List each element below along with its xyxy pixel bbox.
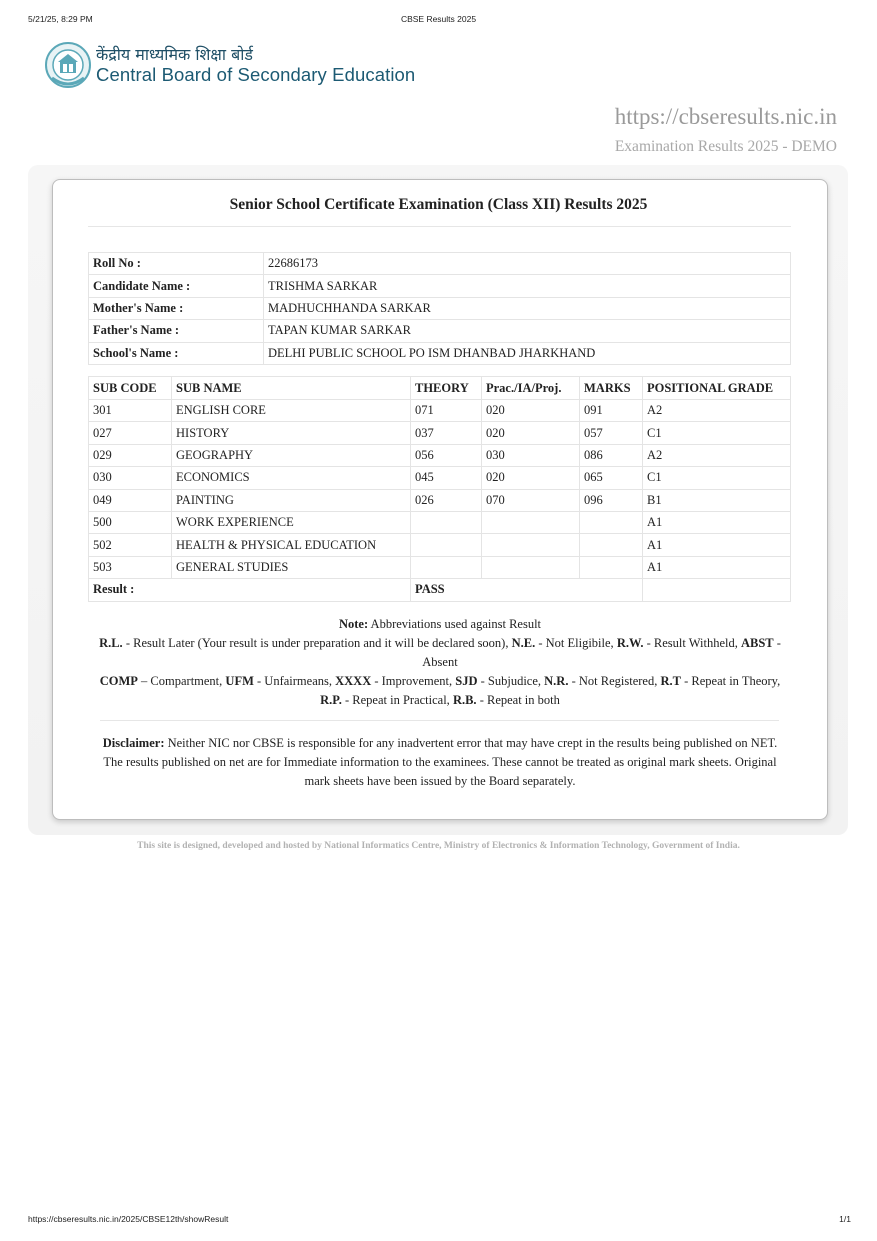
cell-practical: 020 [482,467,580,489]
cbse-emblem-icon [44,40,92,92]
note-heading-line [98,615,782,634]
result-label: Result : [89,579,411,601]
cell-practical [482,534,580,556]
cell-theory: 056 [411,444,482,466]
cell-marks: 086 [580,444,643,466]
cell-positional-grade: C1 [643,422,791,444]
abbreviation-meaning: - Result Withheld, [643,636,741,650]
abbreviation: N.R. [544,674,569,688]
abbreviation: COMP [99,674,138,688]
cell-theory [411,511,482,533]
cell-practical [482,556,580,578]
abbreviation-meaning: - Not Registered, [568,674,661,688]
abbreviation-meaning: - Improvement, [371,674,456,688]
candidate-field-label: Roll No : [89,253,264,275]
note-divider [100,720,779,721]
abbreviation-meaning: - Absent [422,636,781,669]
subject-row [89,534,791,556]
print-header [0,14,877,28]
site-subtitle: Examination Results 2025 - DEMO [614,138,837,155]
candidate-field-value: TAPAN KUMAR SARKAR [264,320,791,342]
cell-practical [482,511,580,533]
cell-theory [411,556,482,578]
candidate-field-label: School's Name : [89,342,264,364]
subject-row [89,400,791,422]
cell-sub-name: GENERAL STUDIES [172,556,411,578]
abbreviation: UFM [225,674,254,688]
cell-marks: 065 [580,467,643,489]
abbreviation: SJD [455,674,478,688]
note-abbreviations-1 [98,634,782,672]
cell-sub-code: 049 [89,489,172,511]
print-datetime: 5/21/25, 8:29 PM [28,14,93,24]
candidate-field-label: Mother's Name : [89,297,264,319]
abbreviation-meaning: - Subjudice, [477,674,545,688]
abbreviation: R.P. [320,693,342,707]
abbreviation-meaning: – Compartment, [137,674,226,688]
header-positional-grade: POSITIONAL GRADE [643,377,791,400]
cell-sub-code: 301 [89,400,172,422]
cell-practical: 020 [482,422,580,444]
abbreviation: R.B. [452,693,477,707]
logo-hindi-text: केंद्रीय माध्यमिक शिक्षा बोर्ड [96,45,253,65]
cell-marks [580,534,643,556]
disclaimer-text: Neither NIC nor CBSE is responsible for any inadvertent error that may have crept in the results being published on NET. The results published on net are for Immediate information to the examinees. These cannot be treated as original mark sheets. Original mark sheets have been issued by the Board separately. [103,736,778,788]
abbreviations-note [98,615,782,710]
cell-marks: 096 [580,489,643,511]
abbreviation-meaning: - Repeat in Practical, [341,693,453,707]
candidate-field-value: 22686173 [264,253,791,275]
cell-sub-name: ECONOMICS [172,467,411,489]
cell-practical: 030 [482,444,580,466]
subject-row [89,511,791,533]
abbreviation-meaning: - Result Later (Your result is under preparation and it will be declared soon), [122,636,512,650]
cell-sub-name: WORK EXPERIENCE [172,511,411,533]
marks-table [88,376,791,602]
abbreviation-meaning: - Not Eligibile, [535,636,617,650]
abbreviation-meaning: - Unfairmeans, [253,674,336,688]
cell-theory: 026 [411,489,482,511]
subject-row [89,422,791,444]
cell-positional-grade: A1 [643,534,791,556]
abbreviation: R.T [660,674,681,688]
subject-row [89,556,791,578]
note-abbreviations-2 [98,672,782,710]
abbreviation: N.E. [511,636,536,650]
cell-sub-code: 500 [89,511,172,533]
print-page-url: https://cbseresults.nic.in/2025/CBSE12th/showResult [28,1214,229,1224]
cell-positional-grade: A1 [643,556,791,578]
marks-header-row [89,377,791,400]
cell-sub-code: 029 [89,444,172,466]
subject-row [89,444,791,466]
abbreviation: R.W. [616,636,644,650]
cell-sub-code: 502 [89,534,172,556]
cell-positional-grade: B1 [643,489,791,511]
subject-row [89,467,791,489]
cell-theory: 045 [411,467,482,489]
cell-sub-name: GEOGRAPHY [172,444,411,466]
cell-positional-grade: C1 [643,467,791,489]
candidate-field-value: TRISHMA SARKAR [264,275,791,297]
candidate-info-table [88,252,791,365]
header-sub-code: SUB CODE [89,377,172,400]
candidate-row [89,275,791,297]
cell-practical: 070 [482,489,580,511]
candidate-field-value: DELHI PUBLIC SCHOOL PO ISM DHANBAD JHARKHAND [264,342,791,364]
abbreviation: R.L. [99,636,123,650]
note-intro: Abbreviations used against Result [368,617,542,631]
candidate-row [89,297,791,319]
cell-theory: 037 [411,422,482,444]
result-empty-cell [643,579,791,601]
candidate-field-label: Candidate Name : [89,275,264,297]
candidate-field-value: MADHUCHHANDA SARKAR [264,297,791,319]
cell-theory: 071 [411,400,482,422]
note-heading: Note: [338,617,369,631]
result-row [89,579,791,601]
cbse-logo[interactable] [44,39,415,93]
cell-theory [411,534,482,556]
abbreviation: XXXX [335,674,372,688]
candidate-field-label: Father's Name : [89,320,264,342]
logo-english-text: Central Board of Secondary Education [96,64,416,86]
cell-sub-code: 503 [89,556,172,578]
header-sub-name: SUB NAME [172,377,411,400]
cell-marks [580,556,643,578]
cell-sub-code: 030 [89,467,172,489]
print-footer [0,1214,877,1228]
cell-practical: 020 [482,400,580,422]
subject-row [89,489,791,511]
header-practical: Prac./IA/Proj. [482,377,580,400]
candidate-row [89,320,791,342]
cell-positional-grade: A1 [643,511,791,533]
cell-positional-grade: A2 [643,400,791,422]
disclaimer-label: Disclaimer: [102,736,165,750]
cell-sub-code: 027 [89,422,172,444]
cell-marks [580,511,643,533]
cell-sub-name: HISTORY [172,422,411,444]
abbreviation-meaning: - Repeat in both [476,693,560,707]
cell-sub-name: PAINTING [172,489,411,511]
abbreviation: ABST [740,636,774,650]
print-document-title: CBSE Results 2025 [400,14,477,24]
site-footer: This site is designed, developed and hosted by National Informatics Centre, Ministry of Electronics & Information Technology, Government of India. [137,841,740,851]
candidate-row [89,342,791,364]
title-divider [88,226,791,227]
disclaimer [98,734,782,791]
result-title: Senior School Certificate Examination (Class XII) Results 2025 [229,196,648,213]
header-marks: MARKS [580,377,643,400]
header-theory: THEORY [411,377,482,400]
print-page-number: 1/1 [839,1214,851,1224]
cell-marks: 057 [580,422,643,444]
site-url: https://cbseresults.nic.in [614,104,837,129]
cell-sub-name: HEALTH & PHYSICAL EDUCATION [172,534,411,556]
cell-marks: 091 [580,400,643,422]
cell-sub-name: ENGLISH CORE [172,400,411,422]
cell-positional-grade: A2 [643,444,791,466]
candidate-row [89,253,791,275]
abbreviation-meaning: - Repeat in Theory, [680,674,781,688]
result-value: PASS [411,579,643,601]
